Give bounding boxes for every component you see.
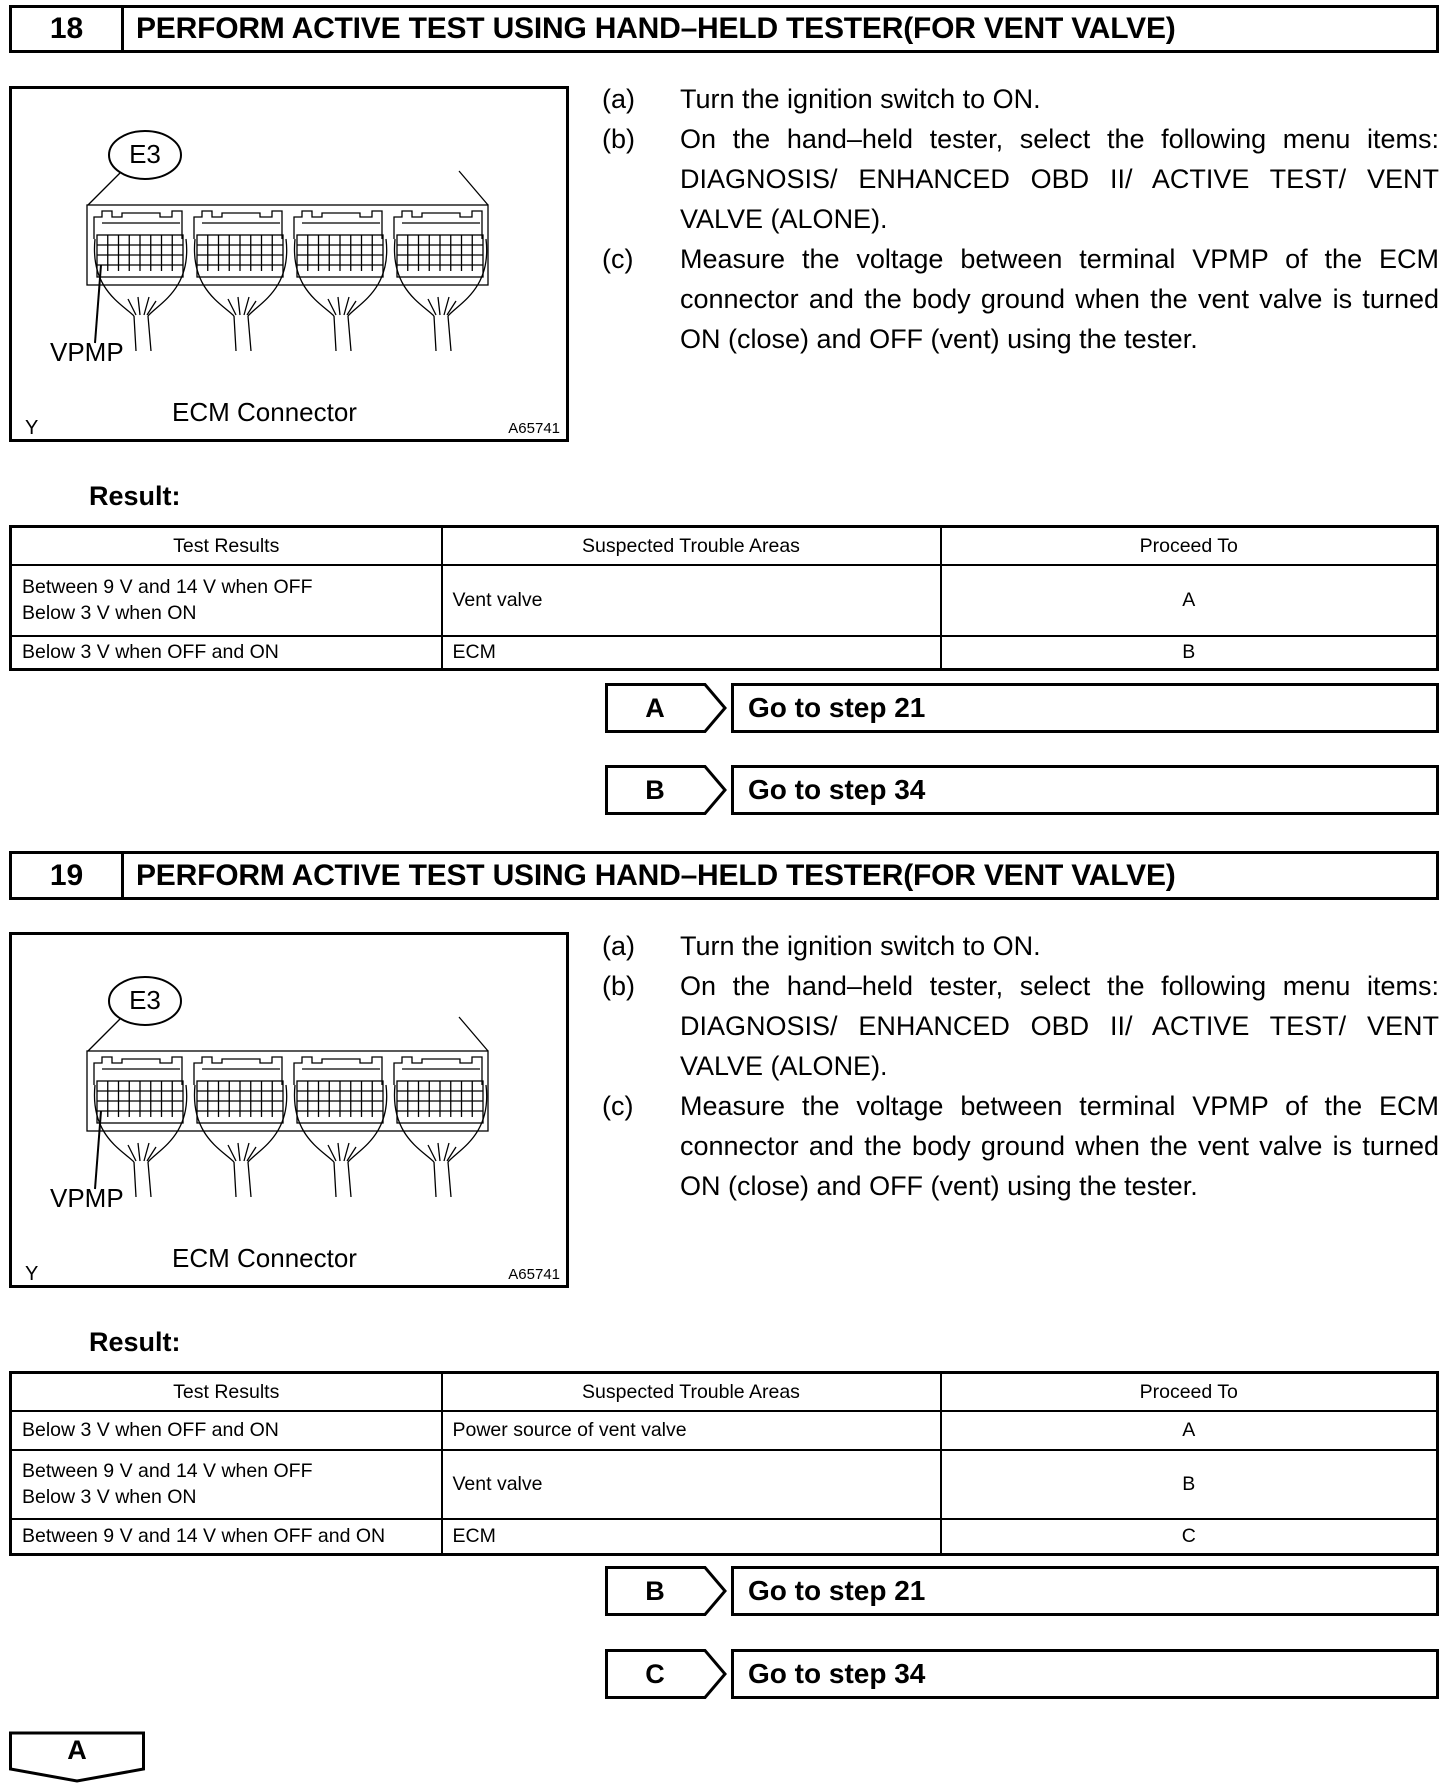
step-item (602, 966, 1439, 1086)
step-key: (b) (602, 124, 635, 154)
step-text: Measure the voltage between terminal VPMP of the ECM connector and the body ground when the vent valve is turned ON (close) and OFF (vent) using the tester. (680, 1091, 1439, 1201)
goto-b-step-34[interactable] (605, 765, 1439, 815)
test-result-line: Between 9 V and 14 V when OFF (22, 576, 313, 598)
step-number: 19 (12, 854, 124, 897)
figure-id: A65741 (508, 420, 560, 437)
step-key: (b) (602, 971, 635, 1001)
table-row (11, 1519, 1438, 1555)
trouble-area-cell: Power source of vent valve (442, 1411, 941, 1450)
table-row (11, 1411, 1438, 1450)
step-header-18 (9, 5, 1439, 53)
test-result-cell (11, 565, 442, 636)
proceed-cell: A (941, 1411, 1438, 1450)
continue-key: A (67, 1735, 87, 1765)
table-header-row (11, 1373, 1438, 1411)
column-header: Test Results (11, 1373, 442, 1411)
goto-text[interactable]: Go to step 34 (731, 1649, 1439, 1699)
step-item (602, 1086, 1439, 1206)
proceed-cell: B (941, 636, 1438, 670)
step-text: Measure the voltage between terminal VPMP of the ECM connector and the body ground when the vent valve is turned ON (close) and OFF (vent) using the tester. (680, 244, 1439, 354)
proceed-cell: C (941, 1519, 1438, 1555)
goto-key: A (645, 692, 665, 723)
result-label: Result: (89, 481, 181, 511)
step-item (602, 79, 1439, 119)
table-row (11, 1450, 1438, 1519)
ecm-connector-figure (9, 932, 569, 1288)
goto-a-step-21[interactable] (605, 683, 1439, 733)
corner-mark: Y (25, 1263, 39, 1285)
goto-key: B (645, 774, 665, 805)
column-header: Test Results (11, 527, 442, 565)
test-result-cell: Below 3 V when OFF and ON (11, 1411, 442, 1450)
test-result-line: Below 3 V when ON (22, 1486, 197, 1508)
goto-text[interactable]: Go to step 21 (731, 683, 1439, 733)
step-text: On the hand–held tester, select the following menu items: DIAGNOSIS/ ENHANCED OBD II/ ACTIVE TEST/ VENT VALVE (ALONE). (680, 971, 1439, 1081)
column-header: Proceed To (941, 1373, 1438, 1411)
table-header-row (11, 527, 1438, 565)
result-table (9, 1371, 1439, 1556)
connector-code-label: E3 (129, 985, 161, 1015)
proceed-cell: A (941, 565, 1438, 636)
corner-mark: Y (25, 417, 39, 439)
column-header: Proceed To (941, 527, 1438, 565)
test-result-cell (11, 1450, 442, 1519)
goto-text[interactable]: Go to step 21 (731, 1566, 1439, 1616)
goto-key: B (645, 1575, 665, 1606)
goto-b-step-21[interactable] (605, 1566, 1439, 1616)
instruction-steps (602, 926, 1439, 1206)
trouble-area-cell: ECM (442, 636, 941, 670)
goto-text[interactable]: Go to step 34 (731, 765, 1439, 815)
trouble-area-cell: ECM (442, 1519, 941, 1555)
column-header: Suspected Trouble Areas (442, 527, 941, 565)
step-item (602, 119, 1439, 239)
step-key: (a) (602, 84, 635, 114)
test-result-cell: Between 9 V and 14 V when OFF and ON (11, 1519, 442, 1555)
ecm-connector-illustration (12, 935, 566, 1285)
terminal-label: VPMP (50, 337, 124, 367)
test-result-line: Between 9 V and 14 V when OFF (22, 1460, 313, 1482)
step-header-19 (9, 851, 1439, 900)
step-number: 18 (12, 8, 124, 50)
step-key: (c) (602, 1091, 634, 1121)
step-key: (c) (602, 244, 634, 274)
continue-a-tab[interactable] (9, 1731, 145, 1783)
step-item (602, 926, 1439, 966)
goto-key: C (645, 1658, 665, 1689)
goto-c-step-34[interactable] (605, 1649, 1439, 1699)
test-result-cell: Below 3 V when OFF and ON (11, 636, 442, 670)
step-text: On the hand–held tester, select the following menu items: DIAGNOSIS/ ENHANCED OBD II/ ACTIVE TEST/ VENT VALVE (ALONE). (680, 124, 1439, 234)
test-result-line: Below 3 V when ON (22, 602, 197, 624)
step-title: PERFORM ACTIVE TEST USING HAND–HELD TESTER(FOR VENT VALVE) (136, 12, 1176, 45)
step-text: Turn the ignition switch to ON. (680, 931, 1041, 961)
figure-id: A65741 (508, 1266, 560, 1283)
result-label: Result: (89, 1327, 181, 1357)
step-title: PERFORM ACTIVE TEST USING HAND–HELD TESTER(FOR VENT VALVE) (136, 858, 1176, 892)
step-text: Turn the ignition switch to ON. (680, 84, 1041, 114)
ecm-connector-figure (9, 86, 569, 442)
figure-caption: ECM Connector (172, 1243, 357, 1273)
connector-code-label: E3 (129, 139, 161, 169)
table-row (11, 565, 1438, 636)
ecm-connector-illustration (12, 89, 566, 439)
instruction-steps (602, 79, 1439, 359)
figure-caption: ECM Connector (172, 397, 357, 427)
proceed-cell: B (941, 1450, 1438, 1519)
table-row (11, 636, 1438, 670)
step-item (602, 239, 1439, 359)
result-table (9, 525, 1439, 671)
step-key: (a) (602, 931, 635, 961)
terminal-label: VPMP (50, 1183, 124, 1213)
trouble-area-cell: Vent valve (442, 565, 941, 636)
column-header: Suspected Trouble Areas (442, 1373, 941, 1411)
trouble-area-cell: Vent valve (442, 1450, 941, 1519)
